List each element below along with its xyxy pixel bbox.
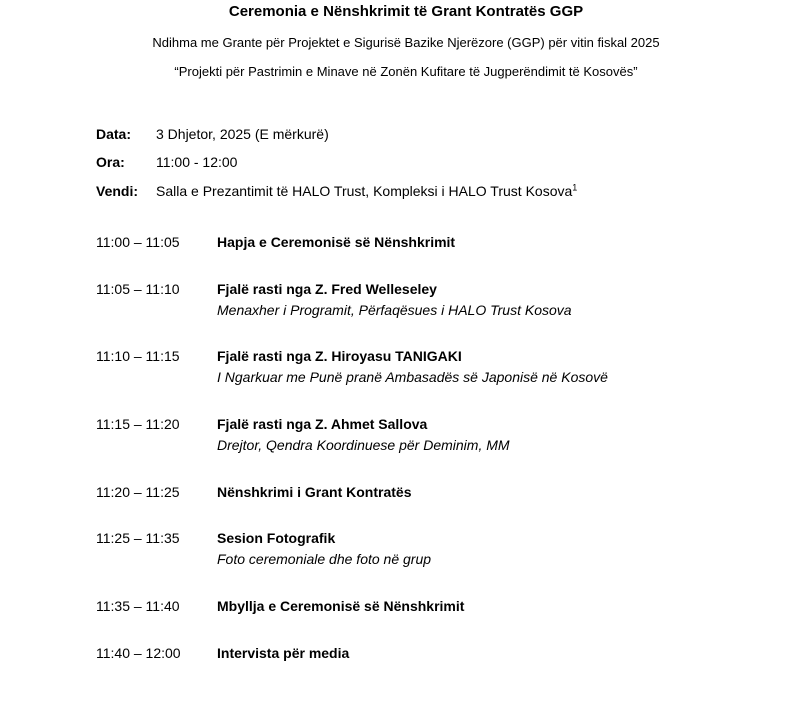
schedule-time: 11:15 – 11:20	[96, 416, 180, 432]
venue-label: Vendi:	[96, 183, 139, 199]
schedule-title: Mbyllja e Ceremonisë së Nënshkrimit	[217, 598, 465, 614]
project-name: “Projekti për Pastrimin e Minave në Zonën Kufitare të Jugperëndimit të Kosovës”	[174, 64, 638, 79]
schedule-title: Hapja e Ceremonisë së Nënshkrimit	[217, 234, 456, 250]
schedule-title: Nënshkrimi i Grant Kontratës	[217, 484, 412, 500]
schedule-description: Menaxher i Programit, Përfaqësues i HALO Trust Kosova	[217, 302, 572, 318]
schedule-title: Intervista për media	[217, 645, 350, 661]
venue-value: Salla e Prezantimit të HALO Trust, Kompleksi i HALO Trust Kosova	[156, 183, 573, 199]
schedule-time: 11:10 – 11:15	[96, 348, 180, 364]
schedule-description: Foto ceremoniale dhe foto në grup	[217, 551, 432, 567]
schedule-title: Fjalë rasti nga Z. Fred Welleseley	[217, 281, 437, 297]
schedule-title: Fjalë rasti nga Z. Hiroyasu TANIGAKI	[217, 348, 462, 364]
venue-footnote-marker: 1	[572, 182, 578, 193]
document-title: Ceremonia e Nënshkrimit të Grant Kontratës GGP	[228, 3, 584, 20]
schedule-time: 11:00 – 11:05	[96, 234, 180, 250]
time-label: Ora:	[96, 154, 125, 170]
schedule-time: 11:20 – 11:25	[96, 484, 180, 500]
date-label: Data:	[96, 126, 132, 142]
schedule-description: Drejtor, Qendra Koordinuese për Deminim, MM	[217, 437, 510, 453]
schedule-title: Sesion Fotografik	[217, 530, 336, 546]
schedule-time: 11:40 – 12:00	[96, 645, 181, 661]
date-value: 3 Dhjetor, 2025 (E mërkurë)	[156, 126, 329, 142]
time-value: 11:00 - 12:00	[156, 154, 238, 170]
schedule-description: I Ngarkuar me Punë pranë Ambasadës së Japonisë në Kosovë	[217, 369, 608, 385]
schedule-time: 11:25 – 11:35	[96, 530, 180, 546]
document-subtitle: Ndihma me Grante për Projektet e Sigurisë Bazike Njerëzore (GGP) për vitin fiskal 2025	[152, 35, 660, 50]
schedule-title: Fjalë rasti nga Z. Ahmet Sallova	[217, 416, 428, 432]
venue-value-wrapper	[156, 181, 577, 201]
schedule-time: 11:05 – 11:10	[96, 281, 180, 297]
schedule-time: 11:35 – 11:40	[96, 598, 180, 614]
